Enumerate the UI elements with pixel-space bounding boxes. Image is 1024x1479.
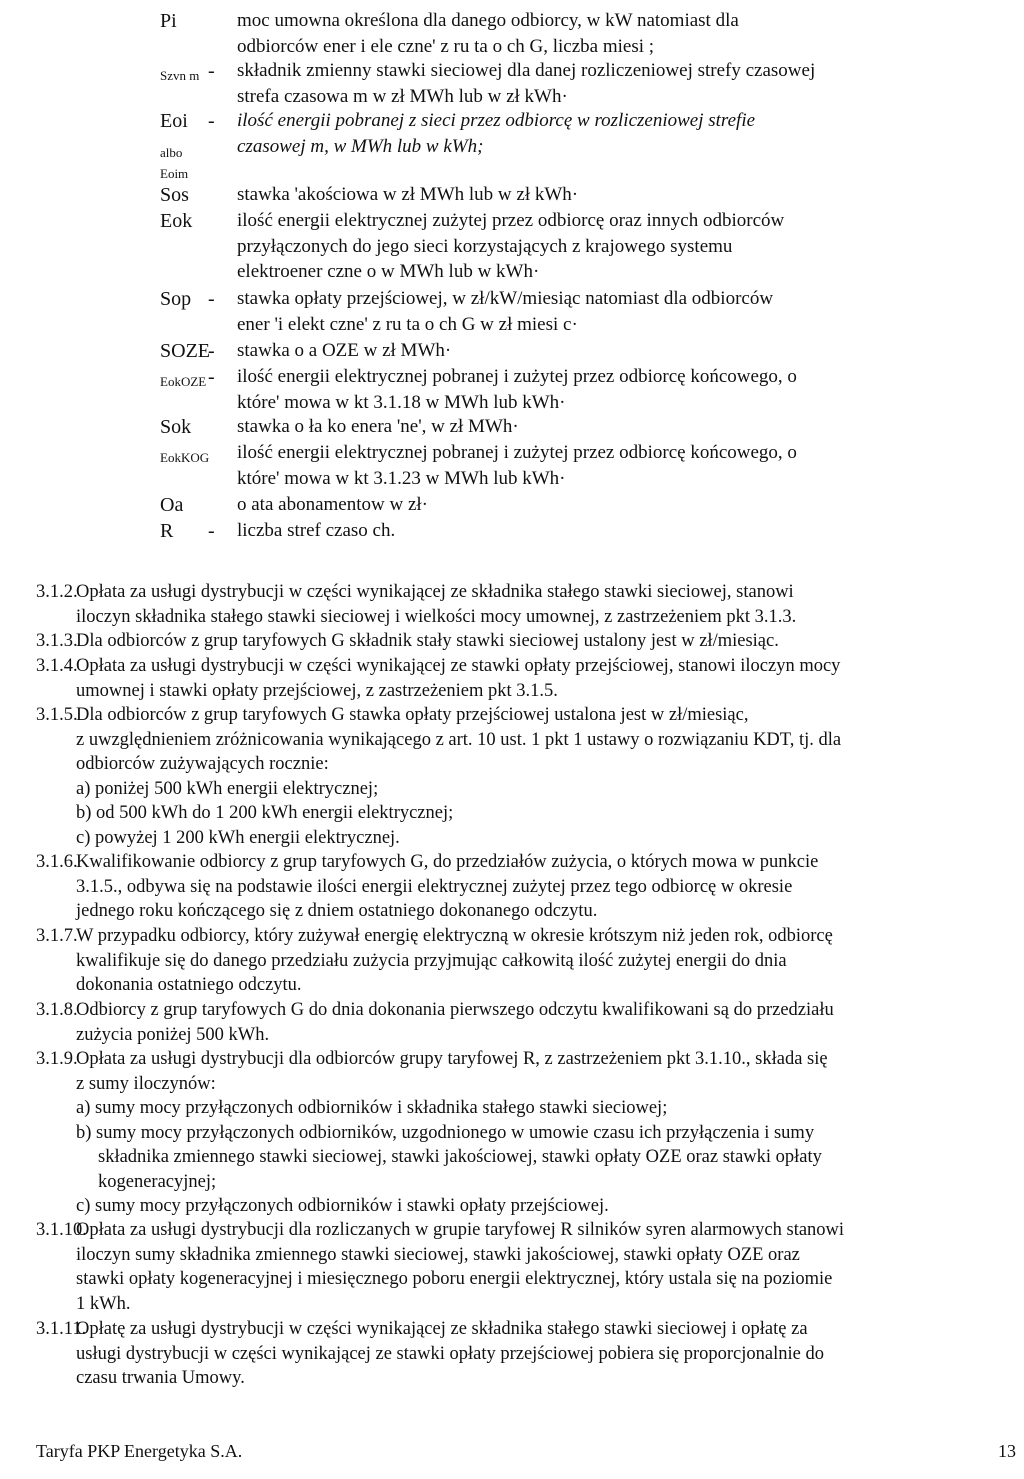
definition-line: ener 'i elekt czne' z ru ta o ch G w zł miesi c· (237, 313, 578, 335)
dash: - (208, 520, 215, 542)
paragraph-line: zużycia poniżej 500 kWh. (76, 1024, 270, 1045)
definition-line: czasowej m, w MWh lub w kWh; (237, 136, 484, 157)
list-item-b-cont: kogeneracyjnej; (98, 1171, 217, 1192)
symbol: Sok (160, 416, 192, 438)
paragraph-line: z uwzględnieniem zróżnicowania wynikającego z art. 10 ust. 1 pkt 1 ustawy o rozwiązaniu KDT, tj. dla (76, 729, 842, 750)
symbol: Oa (160, 494, 184, 516)
paragraph-line: Dla odbiorców z grup taryfowych G stawka opłaty przejściowej ustalona jest w zł/miesiąc, (76, 705, 749, 725)
definition-line: odbiorców ener i ele czne' z ru ta o ch G, liczba miesi ; (237, 35, 655, 57)
page-number: 13 (998, 1441, 1016, 1461)
paragraph-line: Opłata za usługi dystrybucji w części wynikającej ze składnika stałego stawki sieciowej, stanowi (76, 582, 794, 602)
paragraph-number: 3.1.5. (36, 705, 78, 725)
symbol: Sos (160, 184, 189, 206)
definition-line: liczba stref czaso ch. (237, 520, 396, 541)
paragraph-line: iloczyn składnika stałego stawki sieciowej i wielkości mocy umownej, z zastrzeżeniem pkt 3.1.3. (76, 606, 797, 627)
definition-line: elektroener czne o w MWh lub w kWh· (237, 261, 540, 282)
paragraph-line: kwalifikuje się do danego przedziału zużycia przyjmując całkowitą ilość zużytej energii do dnia (76, 950, 787, 971)
symbol: Sop (160, 288, 192, 310)
paragraph-line: Opłata za usługi dystrybucji dla rozliczanych w grupie taryfowej R silników syren alarmowych stanowi (76, 1220, 845, 1240)
paragraph-line: umownej i stawki opłaty przejściowej, z zastrzeżeniem pkt 3.1.5. (76, 680, 558, 701)
definition-line: składnik zmienny stawki sieciowej dla danej rozliczeniowej strefy czasowej (237, 60, 816, 81)
paragraph-line: usługi dystrybucji w części wynikającej ze stawki opłaty przejściowej pobiera się proporcjonalnie do (76, 1343, 824, 1364)
paragraph-number: 3.1.11. (36, 1319, 87, 1339)
definition-line: ilość energii pobranej z sieci przez odbiorcę w rozliczeniowej strefie (237, 110, 756, 131)
paragraph-number: 3.1.9. (36, 1049, 78, 1069)
definition-line: przyłączonych do jego sieci korzystających z krajowego systemu (237, 235, 733, 257)
definition-line: stawka 'akościowa w zł MWh lub w zł kWh· (237, 184, 579, 205)
paragraph-number: 3.1.3. (36, 631, 78, 651)
paragraph-number: 3.1.4. (36, 656, 78, 676)
list-item-a: a) poniżej 500 kWh energii elektrycznej; (76, 778, 379, 799)
dash: - (208, 340, 215, 362)
paragraph-line: Kwalifikowanie odbiorcy z grup taryfowych G, do przedziałów zużycia, o których mowa w punkcie (76, 852, 819, 872)
paragraph-number: 3.1.6. (36, 852, 78, 872)
paragraph-line: Opłata za usługi dystrybucji w części wynikającej ze stawki opłaty przejściowej, stanowi iloczyn mocy (76, 656, 841, 676)
symbol: Szvn m (160, 68, 200, 83)
definition-line: o ata abonamentow w zł· (237, 494, 428, 515)
symbol: EokKOG (160, 450, 210, 465)
symbol: Pi (160, 10, 177, 32)
paragraph-line: 1 kWh. (76, 1293, 131, 1314)
symbol: R (160, 520, 174, 542)
paragraph-line: iloczyn sumy składnika zmiennego stawki sieciowej, stawki jakościowej, stawki opłaty OZE oraz (76, 1244, 800, 1265)
paragraph-line: 3.1.5., odbywa się na podstawie ilości energii elektrycznej zużytej przez tego odbiorcę w okresie (76, 876, 793, 897)
list-item-c: c) sumy mocy przyłączonych odbiorników i stawki opłaty przejściowej. (76, 1196, 609, 1216)
dash: - (208, 110, 215, 132)
definition-line: które' mowa w kt 3.1.23 w MWh lub kWh· (237, 467, 566, 489)
list-item-b: b) od 500 kWh do 1 200 kWh energii elektrycznej; (76, 803, 454, 823)
paragraph-line: jednego roku kończącego się z dniem ostatniego dokonanego odczytu. (76, 901, 598, 921)
definition-line: ilość energii elektrycznej pobranej i zużytej przez odbiorcę końcowego, o (237, 366, 797, 387)
list-item-b: b) sumy mocy przyłączonych odbiorników, uzgodnionego w umowie czasu ich przyłączenia i sumy (76, 1122, 815, 1143)
dash: - (208, 366, 215, 388)
paragraph-line: Opłatę za usługi dystrybucji w części wynikającej ze składnika stałego stawki sieciowej i opłatę za (76, 1319, 808, 1339)
paragraph-line: odbiorców zużywających rocznie: (76, 754, 329, 774)
symbol: albo (160, 145, 183, 160)
list-item-b-cont: składnika zmiennego stawki sieciowej, stawki jakościowej, stawki opłaty OZE oraz stawki opłaty (98, 1147, 822, 1167)
paragraph-line: Opłata za usługi dystrybucji dla odbiorców grupy taryfowej R, z zastrzeżeniem pkt 3.1.10., składa się (76, 1049, 828, 1069)
paragraph-line: dokonania ostatniego odczytu. (76, 975, 302, 995)
paragraph-number: 3.1.2. (36, 582, 78, 602)
footer-document-title: Taryfa PKP Energetyka S.A. (36, 1441, 243, 1461)
list-item-a: a) sumy mocy przyłączonych odbiorników i składnika stałego stawki sieciowej; (76, 1098, 668, 1118)
paragraph-line: czasu trwania Umowy. (76, 1368, 245, 1388)
definition-line: które' mowa w kt 3.1.18 w MWh lub kWh· (237, 391, 566, 413)
paragraph-line: z sumy iloczynów: (76, 1073, 216, 1094)
definition-line: moc umowna określona dla danego odbiorcy, w kW natomiast dla (237, 10, 739, 31)
dash: - (208, 60, 215, 82)
paragraph-line: Dla odbiorców z grup taryfowych G składnik stały stawki sieciowej ustalony jest w zł/miesiąc. (76, 631, 779, 651)
paragraph-line: Odbiorcy z grup taryfowych G do dnia dokonania pierwszego odczytu kwalifikowani są do przedziału (76, 1000, 834, 1020)
definition-line: ilość energii elektrycznej pobranej i zużytej przez odbiorcę końcowego, o (237, 442, 797, 463)
paragraph-line: W przypadku odbiorcy, który zużywał energię elektryczną w okresie krótszym niż jeden rok, odbiorcę (76, 926, 833, 946)
paragraph-number: 3.1.8. (36, 1000, 78, 1020)
symbol: Eoi (160, 110, 188, 132)
definition-line: stawka o ła ko enera 'ne', w zł MWh· (237, 416, 519, 437)
definition-line: stawka o a OZE w zł MWh· (237, 340, 452, 361)
list-item-c: c) powyżej 1 200 kWh energii elektrycznej. (76, 827, 400, 848)
symbol: EokOZE (160, 374, 207, 389)
paragraph-number: 3.1.10. (36, 1220, 87, 1240)
symbol: Eoim (160, 166, 189, 181)
paragraph-line: stawki opłaty kogeneracyjnej i miesięcznego poboru energii elektrycznej, który ustala się na poziomie (76, 1269, 833, 1289)
paragraph-number: 3.1.7. (36, 926, 78, 946)
symbol: Eok (160, 210, 193, 232)
definition-line: stawka opłaty przejściowej, w zł/kW/miesiąc natomiast dla odbiorców (237, 288, 774, 309)
symbol: SOZE (160, 340, 210, 362)
definition-line: strefa czasowa m w zł MWh lub w zł kWh· (237, 85, 568, 107)
dash: - (208, 288, 215, 310)
definition-line: ilość energii elektrycznej zużytej przez odbiorcę oraz innych odbiorców (237, 210, 785, 231)
